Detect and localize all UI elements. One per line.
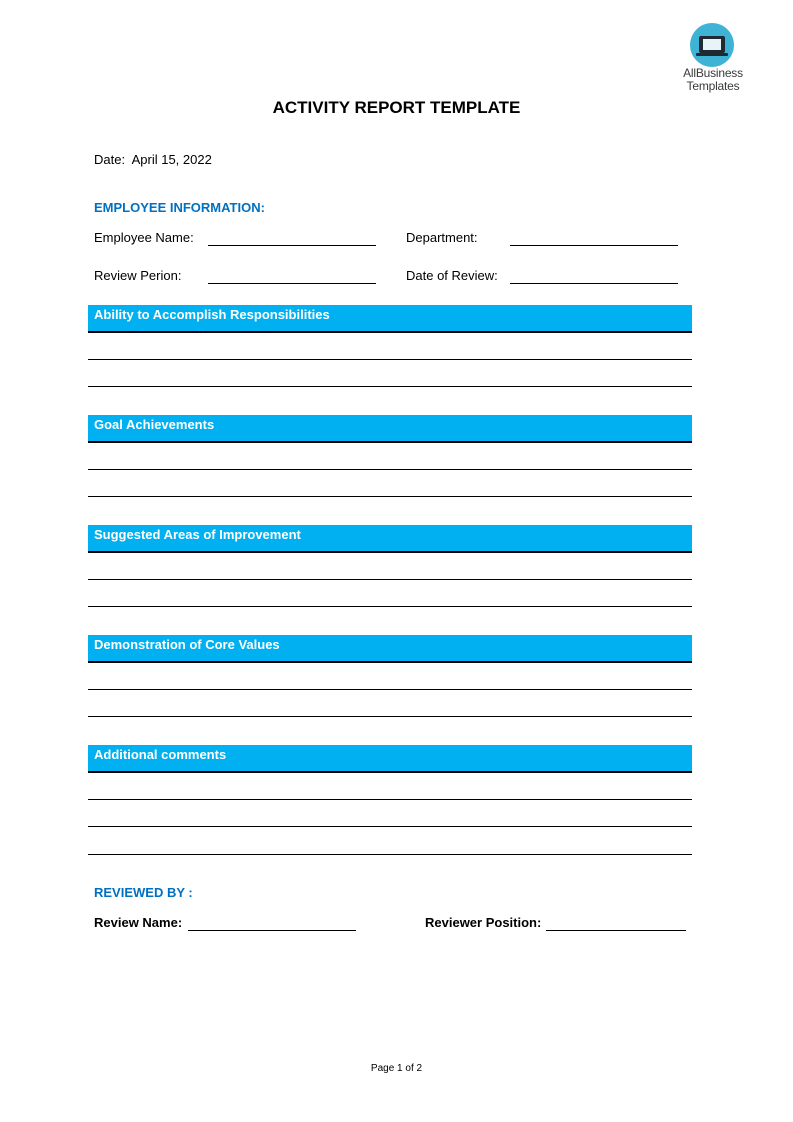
entry-line[interactable]	[88, 716, 692, 717]
entry-line[interactable]	[88, 386, 692, 387]
logo-text	[676, 67, 750, 93]
section-header-responsibilities	[88, 305, 692, 333]
employee-info-heading: EMPLOYEE INFORMATION:	[94, 200, 265, 215]
section-title: Additional comments	[94, 747, 227, 762]
section-header-improvement	[88, 525, 692, 553]
logo-line-2: Templates	[686, 79, 740, 93]
section-title: Goal Achievements	[94, 417, 215, 432]
department-field[interactable]	[510, 245, 678, 246]
date-value: April 15, 2022	[131, 152, 212, 167]
section-title: Ability to Accomplish Responsibilities	[94, 307, 330, 322]
date-of-review-label: Date of Review:	[406, 268, 498, 283]
review-period-label: Review Perion:	[94, 268, 182, 283]
department-label: Department:	[406, 230, 478, 245]
laptop-icon	[699, 36, 725, 53]
entry-line[interactable]	[88, 496, 692, 497]
reviewer-position-field[interactable]	[546, 930, 686, 931]
date-line	[94, 152, 212, 167]
entry-line[interactable]	[88, 469, 692, 470]
reviewer-position-label: Reviewer Position:	[425, 915, 542, 930]
entry-line[interactable]	[88, 359, 692, 360]
entry-line[interactable]	[88, 606, 692, 607]
section-header-goals	[88, 415, 692, 443]
laptop-base	[696, 53, 728, 56]
section-title: Suggested Areas of Improvement	[94, 527, 301, 542]
section-header-comments	[88, 745, 692, 773]
entry-line[interactable]	[88, 854, 692, 855]
logo-line-1: AllBusiness	[683, 66, 743, 80]
review-name-label: Review Name:	[94, 915, 183, 930]
logo-badge	[690, 23, 734, 67]
employee-name-label: Employee Name:	[94, 230, 194, 245]
reviewed-by-heading: REVIEWED BY :	[94, 885, 193, 900]
page-number: Page 1 of 2	[370, 1063, 423, 1074]
section-header-core-values	[88, 635, 692, 663]
employee-name-field[interactable]	[208, 245, 376, 246]
entry-line[interactable]	[88, 689, 692, 690]
entry-line[interactable]	[88, 826, 692, 827]
date-label: Date:	[94, 152, 126, 167]
entry-line[interactable]	[88, 579, 692, 580]
date-of-review-field[interactable]	[510, 283, 678, 284]
review-period-field[interactable]	[208, 283, 376, 284]
section-title: Demonstration of Core Values	[94, 637, 280, 652]
laptop-screen	[703, 39, 721, 50]
entry-line[interactable]	[88, 799, 692, 800]
review-name-field[interactable]	[188, 930, 356, 931]
page-title: ACTIVITY REPORT TEMPLATE	[272, 98, 521, 117]
